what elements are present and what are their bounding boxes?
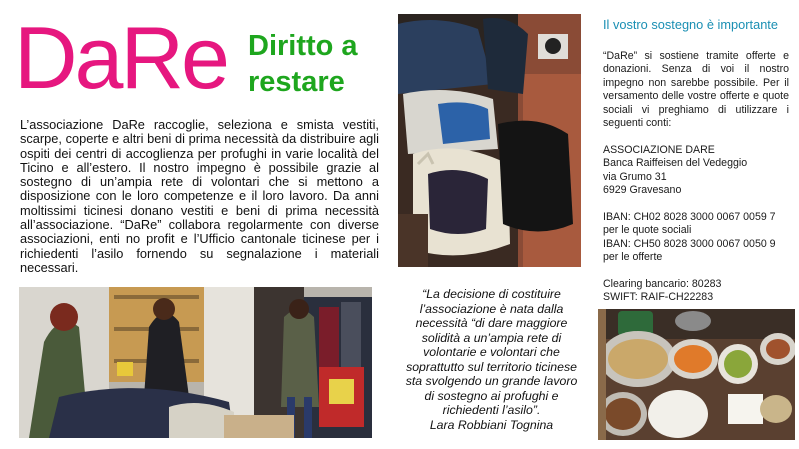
food-table-photo (598, 309, 795, 440)
donation-bags-photo (398, 14, 581, 267)
support-iban-2: IBAN: CH50 8028 3000 0067 0050 9 (603, 237, 776, 250)
quote-block (404, 287, 579, 432)
quote-author: Lara Robbiani Tognina (429, 417, 554, 432)
support-title: Il vostro sostegno è importante (603, 17, 778, 32)
support-city: 6929 Gravesano (603, 184, 682, 197)
support-body (603, 50, 789, 305)
support-street: via Grumo 31 (603, 170, 667, 183)
support-org: ASSOCIAZIONE DARE (603, 143, 715, 156)
logo-text: DaRe (14, 8, 227, 107)
intro-paragraph: L’associazione DaRe raccoglie, seleziona e smista vestiti, scarpe, coperte e altri beni di prima necessità da distribuire agli ospiti dei centri di accoglienza per profughi in varie località del Ticino e all’estero. Il nostro impegno è possibile grazie al sostegno di un’ampia rete di volontari che si mettono a disposizione con le loro competenze e il loro lavoro. Da anni moltissimi ticinesi donano vestiti e beni di prima necessità all’associazione. “DaRe” collabora regolarmente con diverse associazioni, enti no profit e l’Ufficio cantonale ticinese per i richiedenti l’asilo fornendo su segnalazione i materiali necessari. (20, 117, 379, 275)
support-clearing: Clearing bancario: 80283 (603, 277, 722, 290)
support-iban-1: IBAN: CH02 8028 3000 0067 0059 7 (603, 210, 776, 223)
quote-text: “La decisione di costituire l’associazione è nata dalla necessità “di dare maggiore solidità a un’ampia rete di volontarie e volontari che soprattutto sul territorio ticinese sta svolgendo un grande lavoro di sostegno ai profughi e richiedenti l’asilo”. (405, 287, 578, 417)
logo (14, 8, 234, 107)
support-iban-2-note: per le offerte (603, 251, 663, 264)
support-iban-1-note: per le quote sociali (603, 224, 692, 237)
volunteers-sorting-photo (19, 287, 372, 438)
tagline (248, 28, 358, 100)
support-intro: “DaRe” si sostiene tramite offerte e donazioni. Senza di voi il nostro impegno non sarebbe possibile. Per il versamento delle vostre offerte e quote sociali vi preghiamo di utilizzare i seguenti conti: (603, 50, 789, 130)
support-swift: SWIFT: RAIF-CH22283 (603, 291, 714, 304)
tagline-line-1: Diritto a (248, 30, 358, 62)
tagline-line-2: restare (248, 66, 345, 98)
support-bank: Banca Raiffeisen del Vedeggio (603, 157, 748, 170)
